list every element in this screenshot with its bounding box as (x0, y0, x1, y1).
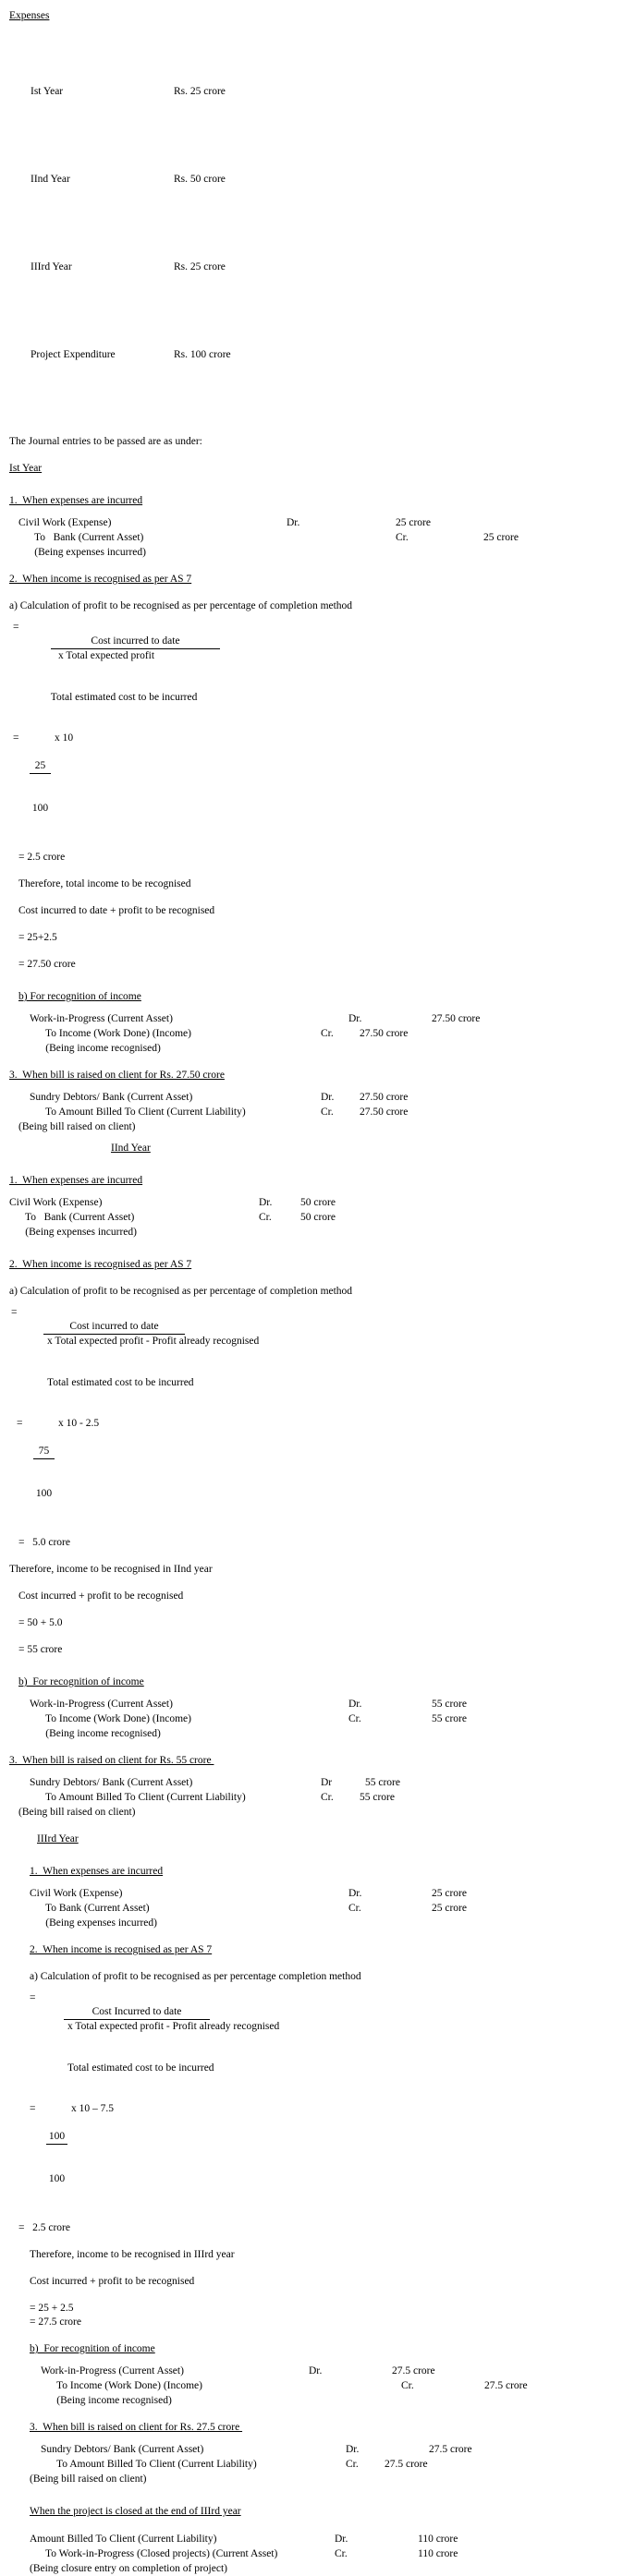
journal-entry-line (9, 2532, 616, 2546)
entry-description: Civil Work (Expense) (30, 1888, 123, 1899)
journal-entry-line (9, 2442, 616, 2457)
year1-therefore: Therefore, total income to be recognised (18, 878, 191, 889)
year3-step3-title: 3. When bill is raised on client for Rs. 27.5 crore (30, 2422, 243, 2433)
intro-text: The Journal entries to be passed are as under: (9, 436, 202, 447)
journal-entry-line (9, 1119, 616, 1134)
year1-formula2: Cost incurred to date + profit to be recognised (18, 905, 215, 916)
entry-amount: 55 crore (432, 1713, 467, 1724)
year2-formula2: Cost incurred + profit to be recognised (18, 1590, 184, 1602)
year1-step2a-title: a) Calculation of profit to be recognised as per percentage of completion method (9, 600, 353, 611)
year2-formula: = Cost incurred to date x Total expected profit - Profit already recognised Total estimated cost to be incurred (11, 1307, 260, 1388)
entry-amount: 27.5 crore (484, 2380, 528, 2391)
fraction-numerator: 25 (30, 759, 51, 774)
year2-fraction-calc: = $\frac{75}{100}$ x 10 - 2.5 (17, 1418, 100, 1499)
entry-drcr: Dr. (309, 2365, 323, 2376)
journal-entry-line (9, 2378, 616, 2393)
year3-formula: = Cost Incurred to date x Total expected profit - Profit already recognised Total estimated cost to be incurred (30, 1992, 280, 2074)
entry-amount: 50 crore (300, 1212, 336, 1223)
entry-drcr: Cr. (401, 2380, 414, 2391)
entry-description: Sundry Debtors/ Bank (Current Asset) (30, 1777, 193, 1788)
formula-tail: x Total expected profit - Profit already recognised (47, 1336, 260, 1347)
entry-description: (Being bill raised on client) (18, 1121, 136, 1132)
entry-description: To Bank (Current Asset) (18, 532, 144, 543)
year3-sum2: = 27.5 crore (30, 2316, 81, 2328)
year1-fraction-result: = 2.5 crore (18, 852, 66, 863)
journal-entry-line (9, 1790, 616, 1805)
entry-description: To Income (Work Done) (Income) (41, 2380, 202, 2391)
entry-description: To Income (Work Done) (Income) (30, 1028, 191, 1039)
entry-amount: 110 crore (418, 2534, 458, 2545)
entry-drcr: Cr. (348, 1713, 361, 1724)
year3-step2a-title: a) Calculation of profit to be recognised as per percentage completion method (30, 1971, 361, 1982)
closure-title: When the project is closed at the end of IIIrd year (30, 2506, 241, 2517)
expense-amount: Rs. 25 crore (174, 261, 226, 272)
journal-entry-line (9, 2457, 616, 2472)
entry-drcr: Cr. (346, 2459, 359, 2470)
entry-description: To Amount Billed To Client (Current Liability) (30, 1792, 246, 1803)
entry-amount: 55 crore (365, 1777, 400, 1788)
year3-therefore: Therefore, income to be recognised in IIIrd year (30, 2249, 235, 2260)
journal-entry-line (9, 1886, 616, 1901)
entry-amount: 27.50 crore (360, 1107, 409, 1118)
fraction-multiplier: x 10 – 7.5 (71, 2103, 114, 2114)
entry-drcr: Dr. (287, 517, 300, 528)
entry-amount: 27.50 crore (432, 1013, 481, 1024)
entry-description: To Bank (Current Asset) (30, 1903, 150, 1914)
year2-step2-title: 2. When income is recognised as per AS 7 (9, 1259, 192, 1270)
section-year2 (0, 1155, 623, 1846)
entry-amount: 27.50 crore (360, 1028, 409, 1039)
entry-amount: 27.5 crore (385, 2459, 428, 2470)
table-row (9, 153, 616, 206)
entry-amount: 25 crore (396, 517, 431, 528)
year3-step2-title: 2. When income is recognised as per AS 7 (30, 1944, 213, 1955)
entry-drcr: Dr. (321, 1092, 335, 1103)
entry-description: (Being bill raised on client) (30, 2473, 147, 2485)
formula-numerator: Cost incurred to date (43, 1320, 185, 1335)
year2-step3-title: 3. When bill is raised on client for Rs. 55 crore (9, 1755, 214, 1766)
year3-fraction-result: = 2.5 crore (18, 2222, 70, 2233)
fraction-numerator: 100 (46, 2130, 67, 2145)
entry-amount: 25 crore (432, 1903, 467, 1914)
entry-description: To Amount Billed To Client (Current Liability) (41, 2459, 257, 2470)
year1-fraction-calc: = $\frac{25}{100}$ x 10 (13, 732, 74, 814)
fraction-multiplier: x 10 - 2.5 (58, 1418, 100, 1429)
entry-description: (Being expenses incurred) (30, 1917, 157, 1929)
section-expenses (0, 9, 623, 476)
journal-entry-line (9, 2393, 616, 2408)
entry-description: Civil Work (Expense) (18, 517, 112, 528)
entry-drcr: Cr. (321, 1028, 334, 1039)
expense-amount: Rs. 100 crore (174, 349, 231, 360)
year3-step2b-title: b) For recognition of income (30, 2343, 155, 2354)
table-row (9, 329, 616, 381)
year2-step2a-title: a) Calculation of profit to be recognised as per percentage of completion method (9, 1286, 353, 1297)
entry-description: (Being expenses incurred) (9, 1227, 137, 1238)
journal-entry-line (9, 1726, 616, 1741)
fraction-numerator: 75 (33, 1445, 55, 1459)
journal-entry-line (9, 1225, 616, 1240)
year1-title: Ist Year (9, 463, 43, 474)
year2-sum1: = 50 + 5.0 (18, 1617, 63, 1628)
journal-entry-line (9, 1916, 616, 1930)
entry-drcr: Dr. (348, 1013, 362, 1024)
fraction-denominator: 100 (35, 1488, 53, 1499)
entry-amount: 55 crore (360, 1792, 395, 1803)
entry-description: (Being expenses incurred) (18, 547, 146, 558)
year1-formula: = Cost incurred to date x Total expected profit Total estimated cost to be incurred (9, 621, 616, 719)
entry-amount: 27.5 crore (392, 2365, 435, 2376)
journal-entry-line (9, 1805, 616, 1820)
journal-entry-line (9, 2364, 616, 2378)
year2-step1-title: 1. When expenses are incurred (9, 1175, 143, 1186)
entry-description: (Being income recognised) (30, 1043, 161, 1054)
journal-entry-line (9, 1026, 616, 1041)
journal-entry-line (9, 515, 616, 530)
entry-amount: 27.50 crore (360, 1092, 409, 1103)
entry-description: To Income (Work Done) (Income) (30, 1713, 191, 1724)
formula-numerator: Cost incurred to date (51, 635, 220, 649)
year2-fraction-result: = 5.0 crore (18, 1537, 70, 1548)
entry-drcr: Dr (321, 1777, 333, 1788)
expenses-table (9, 30, 616, 417)
entry-amount: 27.5 crore (429, 2444, 472, 2455)
journal-entry-line (9, 1041, 616, 1056)
fraction-multiplier: x 10 (55, 732, 74, 744)
year3-step1-title: 1. When expenses are incurred (30, 1866, 164, 1877)
journal-entry-line (9, 1697, 616, 1711)
year1-step1-title: 1. When expenses are incurred (9, 495, 143, 506)
entry-description: Sundry Debtors/ Bank (Current Asset) (41, 2444, 204, 2455)
expense-label: IInd Year (31, 174, 70, 185)
year3-formula2: Cost incurred + profit to be recognised (30, 2276, 195, 2287)
year3-sum1: = 25 + 2.5 (30, 2303, 74, 2314)
year3-title: IIIrd Year (37, 1833, 79, 1844)
expense-label: Ist Year (31, 86, 64, 97)
journal-entry-line (9, 545, 616, 560)
entry-description: Sundry Debtors/ Bank (Current Asset) (30, 1092, 193, 1103)
entry-description: (Being income recognised) (30, 1728, 161, 1739)
table-row (9, 241, 616, 294)
entry-description: To Bank (Current Asset) (9, 1212, 135, 1223)
entry-amount: 110 crore (418, 2548, 458, 2559)
entry-drcr: Cr. (321, 1792, 334, 1803)
entry-drcr: Dr. (335, 2534, 348, 2545)
entry-description: (Being closure entry on completion of project) (30, 2563, 227, 2574)
journal-entry-line (9, 530, 616, 545)
formula-denominator: Total estimated cost to be incurred (67, 2062, 214, 2074)
entry-description: Work-in-Progress (Current Asset) (30, 1699, 173, 1710)
fraction-denominator: 100 (31, 803, 49, 814)
year3-fraction-calc: = $\frac{100}{100}$ x 10 – 7.5 (30, 2103, 114, 2184)
journal-entry-line (9, 1210, 616, 1225)
year2-title: IInd Year (111, 1143, 151, 1154)
formula-denominator: Total estimated cost to be incurred (50, 692, 198, 703)
expense-label: IIIrd Year (31, 261, 72, 272)
journal-entry-line (9, 2546, 616, 2561)
year2-step2b-title: b) For recognition of income (18, 1676, 144, 1687)
formula-tail: x Total expected profit - Profit already recognised (67, 2021, 280, 2032)
journal-entry-line (9, 1775, 616, 1790)
entry-amount: 25 crore (432, 1888, 467, 1899)
entry-description: Work-in-Progress (Current Asset) (30, 1013, 173, 1024)
entry-amount: 55 crore (432, 1699, 467, 1710)
entry-drcr: Cr. (335, 2548, 348, 2559)
journal-entry-line (9, 1090, 616, 1105)
entry-drcr: Cr. (396, 532, 409, 543)
journal-entry-line (9, 2561, 616, 2576)
entry-drcr: Dr. (259, 1197, 273, 1208)
entry-description: To Amount Billed To Client (Current Liability) (30, 1107, 246, 1118)
entry-description: To Work-in-Progress (Closed projects) (Current Asset) (30, 2548, 278, 2559)
section-year3 (0, 1846, 623, 2486)
year1-step2b-title: b) For recognition of income (18, 991, 141, 1002)
journal-entry-line (9, 1195, 616, 1210)
year2-sum2: = 55 crore (18, 1644, 63, 1655)
entry-description: (Being bill raised on client) (18, 1807, 136, 1818)
journal-entry-line (9, 2472, 616, 2486)
entry-amount: 50 crore (300, 1197, 336, 1208)
journal-entry-line (9, 1105, 616, 1119)
year1-step3-title: 3. When bill is raised on client for Rs. 27.50 crore (9, 1070, 225, 1081)
entry-description: Work-in-Progress (Current Asset) (41, 2365, 184, 2376)
year1-step2-title: 2. When income is recognised as per AS 7 (9, 574, 192, 585)
formula-denominator: Total estimated cost to be incurred (47, 1377, 194, 1388)
formula-tail: x Total expected profit (58, 650, 155, 661)
expense-label: Project Expenditure (31, 349, 116, 360)
expense-amount: Rs. 25 crore (174, 86, 226, 97)
year2-therefore: Therefore, income to be recognised in IInd year (9, 1564, 213, 1575)
year1-sum2: = 27.50 crore (18, 959, 76, 970)
entry-drcr: Cr. (259, 1212, 272, 1223)
journal-entry-line (9, 1011, 616, 1026)
entry-amount: 25 crore (483, 532, 519, 543)
entry-description: Civil Work (Expense) (9, 1197, 103, 1208)
entry-description: (Being income recognised) (41, 2395, 172, 2406)
entry-drcr: Dr. (348, 1888, 362, 1899)
entry-drcr: Dr. (346, 2444, 360, 2455)
fraction-denominator: 100 (48, 2173, 66, 2184)
expense-amount: Rs. 50 crore (174, 174, 226, 185)
formula-numerator: Cost Incurred to date (64, 2005, 210, 2020)
entry-drcr: Cr. (321, 1107, 334, 1118)
table-row (9, 66, 616, 118)
year1-sum1: = 25+2.5 (18, 932, 57, 943)
page-title: Expenses (9, 10, 50, 21)
section-year1 (0, 476, 623, 1155)
journal-entry-line (9, 1901, 616, 1916)
entry-drcr: Dr. (348, 1699, 362, 1710)
entry-description: Amount Billed To Client (Current Liability) (30, 2534, 217, 2545)
journal-entry-line (9, 1711, 616, 1726)
section-closure (0, 2486, 623, 2576)
entry-drcr: Cr. (348, 1903, 361, 1914)
